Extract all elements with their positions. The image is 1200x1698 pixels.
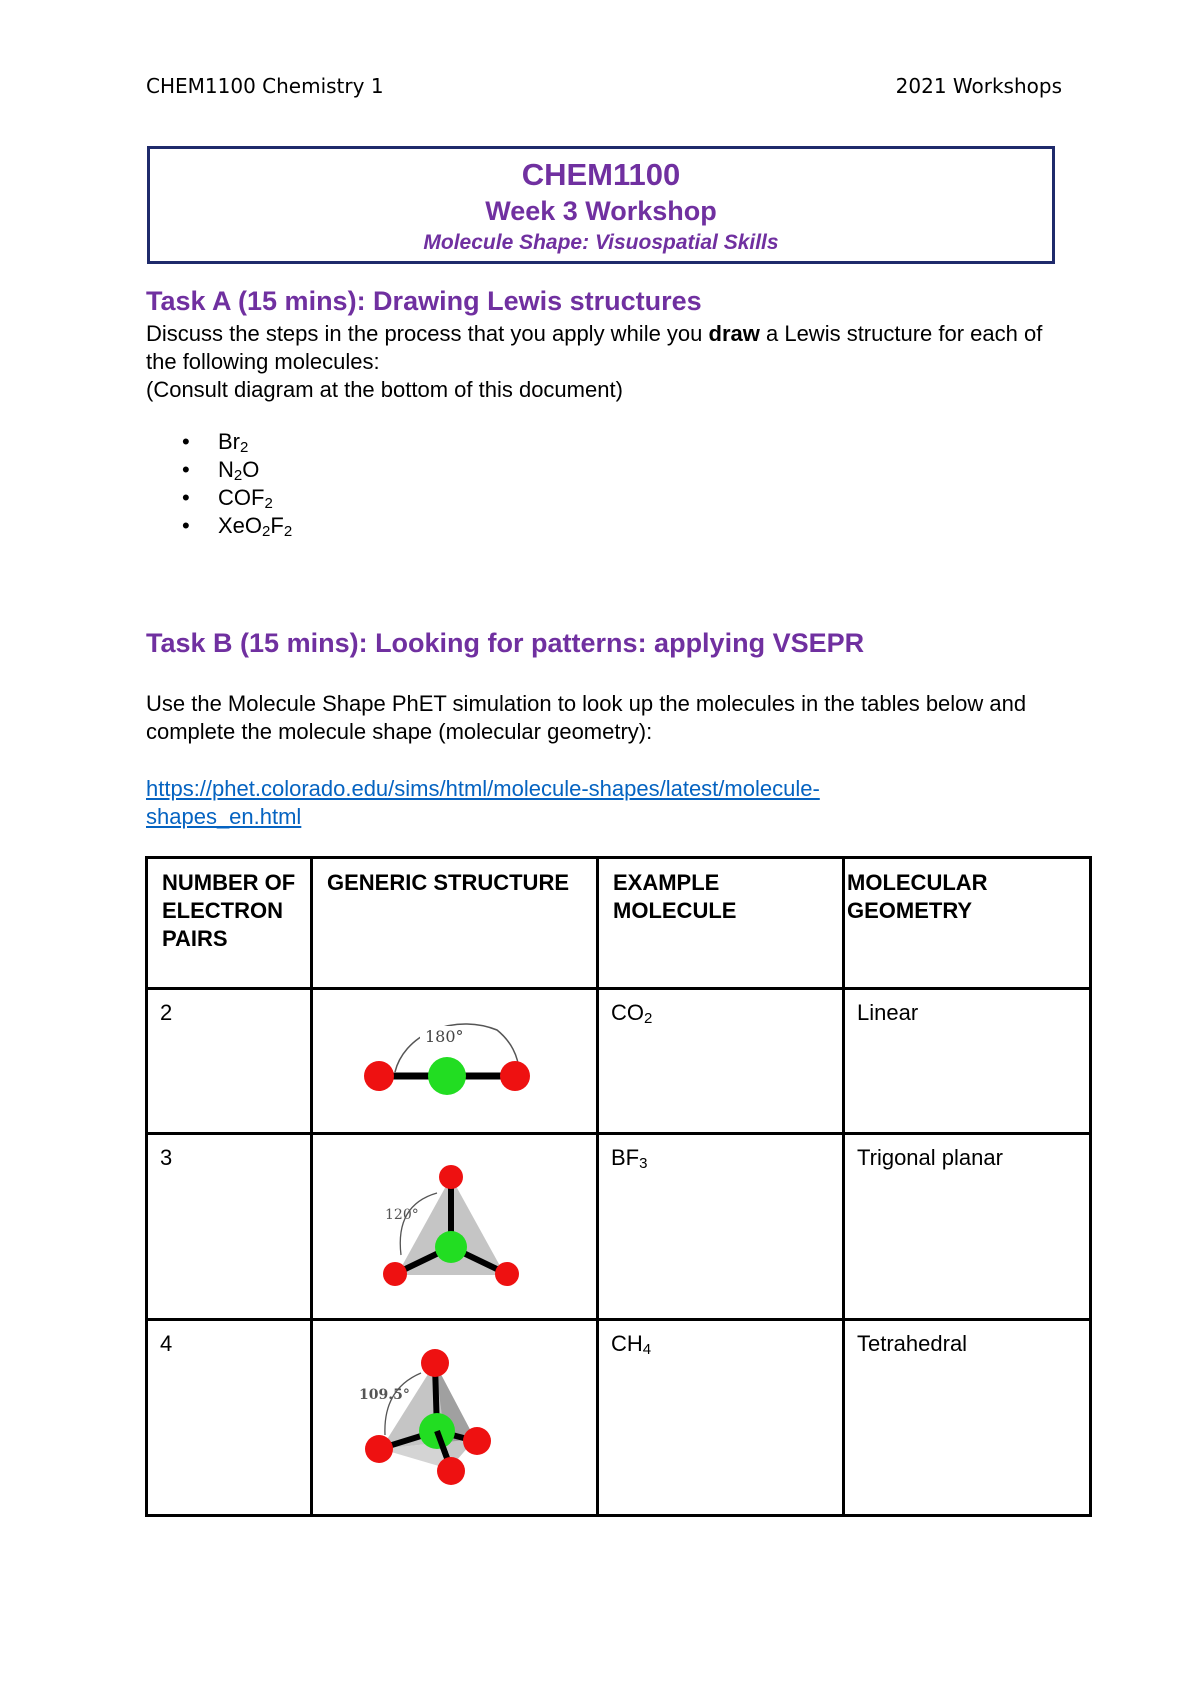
trigonal-planar-diagram xyxy=(325,1145,584,1308)
outer-atom xyxy=(495,1262,519,1286)
bond-angle-label: 109.5° xyxy=(359,1387,410,1403)
geometry-cell: Linear xyxy=(844,989,1091,1134)
bond-angle-label: 180° xyxy=(425,1027,464,1046)
outer-atom xyxy=(383,1262,407,1286)
list-item: • $COF_2$ xyxy=(182,484,292,512)
bond-angle-label: 120° xyxy=(385,1207,419,1223)
course-title: CHEM1100 xyxy=(521,157,681,192)
outer-atom xyxy=(365,1435,393,1463)
structure-cell xyxy=(312,1134,598,1320)
molecule-cell: $BF_3$ xyxy=(598,1134,844,1320)
molecule-list xyxy=(182,428,292,540)
header-course: CHEM1100 Chemistry 1 xyxy=(146,74,384,98)
structure-cell xyxy=(312,989,598,1134)
structure-cell xyxy=(312,1320,598,1516)
outer-atom xyxy=(437,1457,465,1485)
header-example-molecule: EXAMPLE MOLECULE xyxy=(598,858,844,989)
outer-atom xyxy=(421,1349,449,1377)
pairs-cell: 4 xyxy=(147,1320,312,1516)
central-atom xyxy=(428,1057,466,1095)
central-atom xyxy=(435,1231,467,1263)
task-b-heading: Task B (15 mins): Looking for patterns: applying VSEPR xyxy=(146,628,865,658)
phet-link[interactable] xyxy=(146,775,820,831)
tetrahedral-diagram xyxy=(325,1331,584,1504)
outer-atom xyxy=(439,1165,463,1189)
molecule-cell: $CO_2$ xyxy=(598,989,844,1134)
pairs-cell: 2 xyxy=(147,989,312,1134)
title-box xyxy=(147,146,1055,264)
phet-link-line2[interactable]: shapes_en.html xyxy=(146,804,302,829)
geometry-cell: Trigonal planar xyxy=(844,1134,1091,1320)
pairs-cell: 3 xyxy=(147,1134,312,1320)
header-molecular-geometry: MOLECULAR GEOMETRY xyxy=(844,858,1091,989)
workshop-subtitle: Molecule Shape: Visuospatial Skills xyxy=(423,231,779,254)
list-item: • $N_2O$ xyxy=(182,456,292,484)
molecule-cell: $CH_4$ xyxy=(598,1320,844,1516)
phet-link-line1[interactable]: https://phet.colorado.edu/sims/html/molecule-shapes/latest/molecule- xyxy=(146,776,820,801)
vsepr-table xyxy=(145,856,1092,1517)
outer-atom xyxy=(463,1427,491,1455)
bold-draw: draw xyxy=(708,321,760,346)
week-title: Week 3 Workshop xyxy=(485,196,717,226)
header-year: 2021 Workshops xyxy=(895,74,1062,98)
task-b-instructions: Use the Molecule Shape PhET simulation to look up the molecules in the tables below and complete the molecule shape (molecular geometry): xyxy=(146,691,1027,744)
outer-atom xyxy=(364,1061,394,1091)
table-row xyxy=(147,1320,1091,1516)
geometry-cell: Tetrahedral xyxy=(844,1320,1091,1516)
linear-structure-diagram xyxy=(325,1000,584,1122)
header-generic-structure: GENERIC STRUCTURE xyxy=(312,858,598,989)
table-row xyxy=(147,1134,1091,1320)
header-electron-pairs: NUMBER OF ELECTRON PAIRS xyxy=(147,858,312,989)
table-header-row xyxy=(147,858,1091,989)
list-item: • $XeO_2F_2$ xyxy=(182,512,292,540)
list-item: • $Br_2$ xyxy=(182,428,292,456)
task-a-heading: Task A (15 mins): Drawing Lewis structures xyxy=(146,286,702,316)
task-a-instructions: Discuss the steps in the process that you apply while you draw a Lewis structure for each of the following molecules: xyxy=(146,321,1043,374)
table-row xyxy=(147,989,1091,1134)
outer-atom xyxy=(500,1061,530,1091)
task-a-note: (Consult diagram at the bottom of this document) xyxy=(146,377,623,402)
